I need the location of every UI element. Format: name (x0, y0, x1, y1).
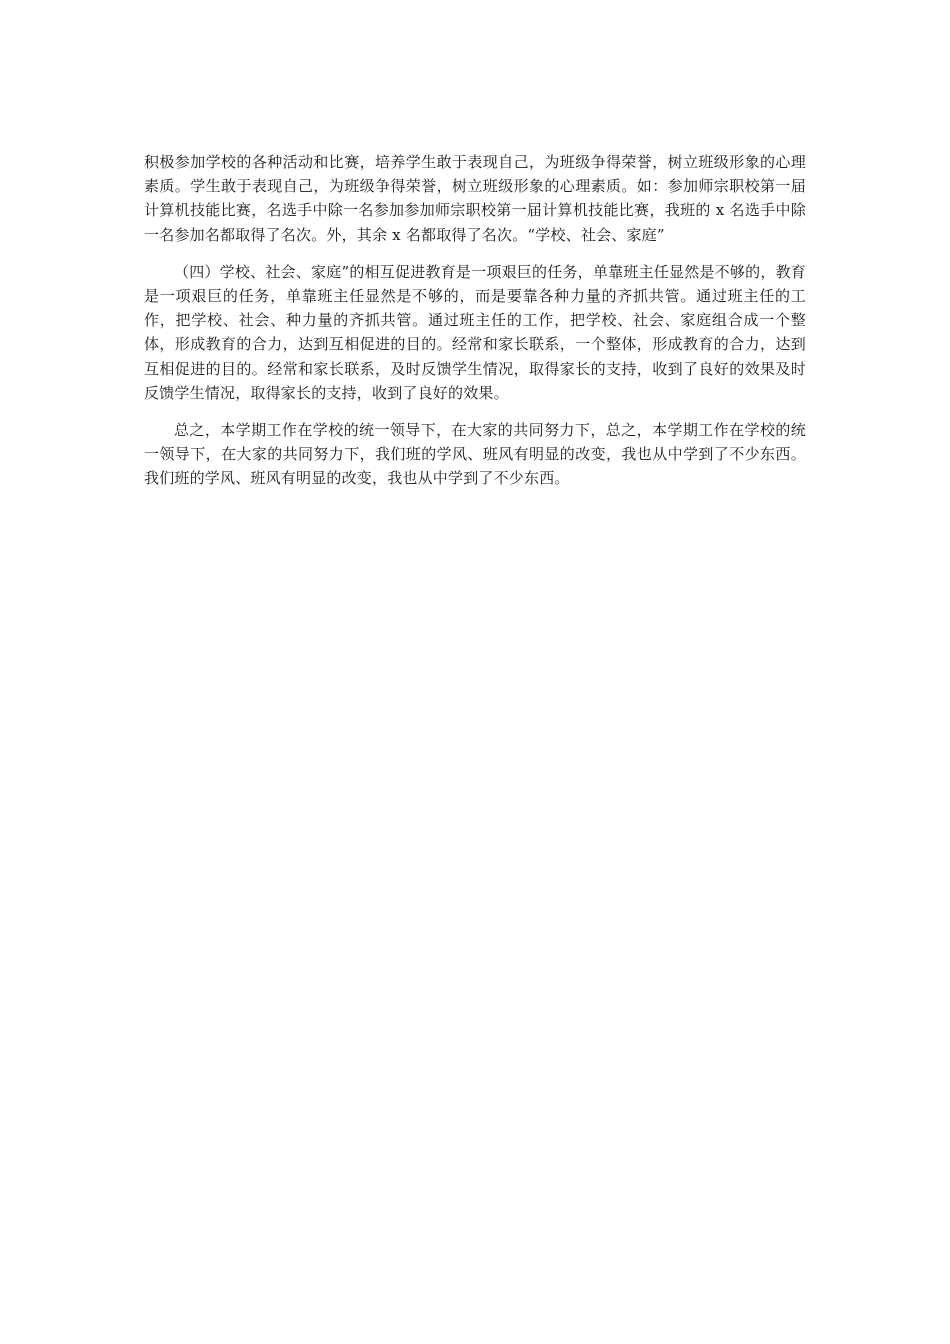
document-body (144, 150, 806, 504)
paragraph-school-society-family: （四）学校、社会、家庭”的相互促进教育是一项艰巨的任务，单靠班主任显然是不够的，教育是一项艰巨的任务，单靠班主任显然是不够的，而是要靠各种力量的齐抓共管。通过班主任的工作，把学校、社会、种力量的齐抓共管。通过班主任的工作，把学校、社会、家庭组合成一个整体，形成教育的合力，达到互相促进的目的。经常和家长联系，一个整体，形成教育的合力，达到互相促进的目的。经常和家长联系，及时反馈学生情况，取得家长的支持，收到了良好的效果及时反馈学生情况，取得家长的支持，收到了良好的效果。 (144, 262, 806, 402)
paragraph-summary: 总之，本学期工作在学校的统一领导下，在大家的共同努力下，总之，本学期工作在学校的统一领导下，在大家的共同努力下，我们班的学风、班风有明显的改变，我也从中学到了不少东西。我们班的学风、班风有明显的改变，我也从中学到了不少东西。 (144, 421, 806, 488)
paragraph-activities: 积极参加学校的各种活动和比赛，培养学生敢于表现自己，为班级争得荣誉，树立班级形象的心理素质。学生敢于表现自己，为班级争得荣誉，树立班级形象的心理素质。如：参加师宗职校第一届计算机技能比赛，名选手中除一名参加参加师宗职校第一届计算机技能比赛，我班的 x 名选手中除一名参加名都取得了名次。外，其余 x 名都取得了名次。“学校、社会、家庭” (144, 153, 806, 244)
